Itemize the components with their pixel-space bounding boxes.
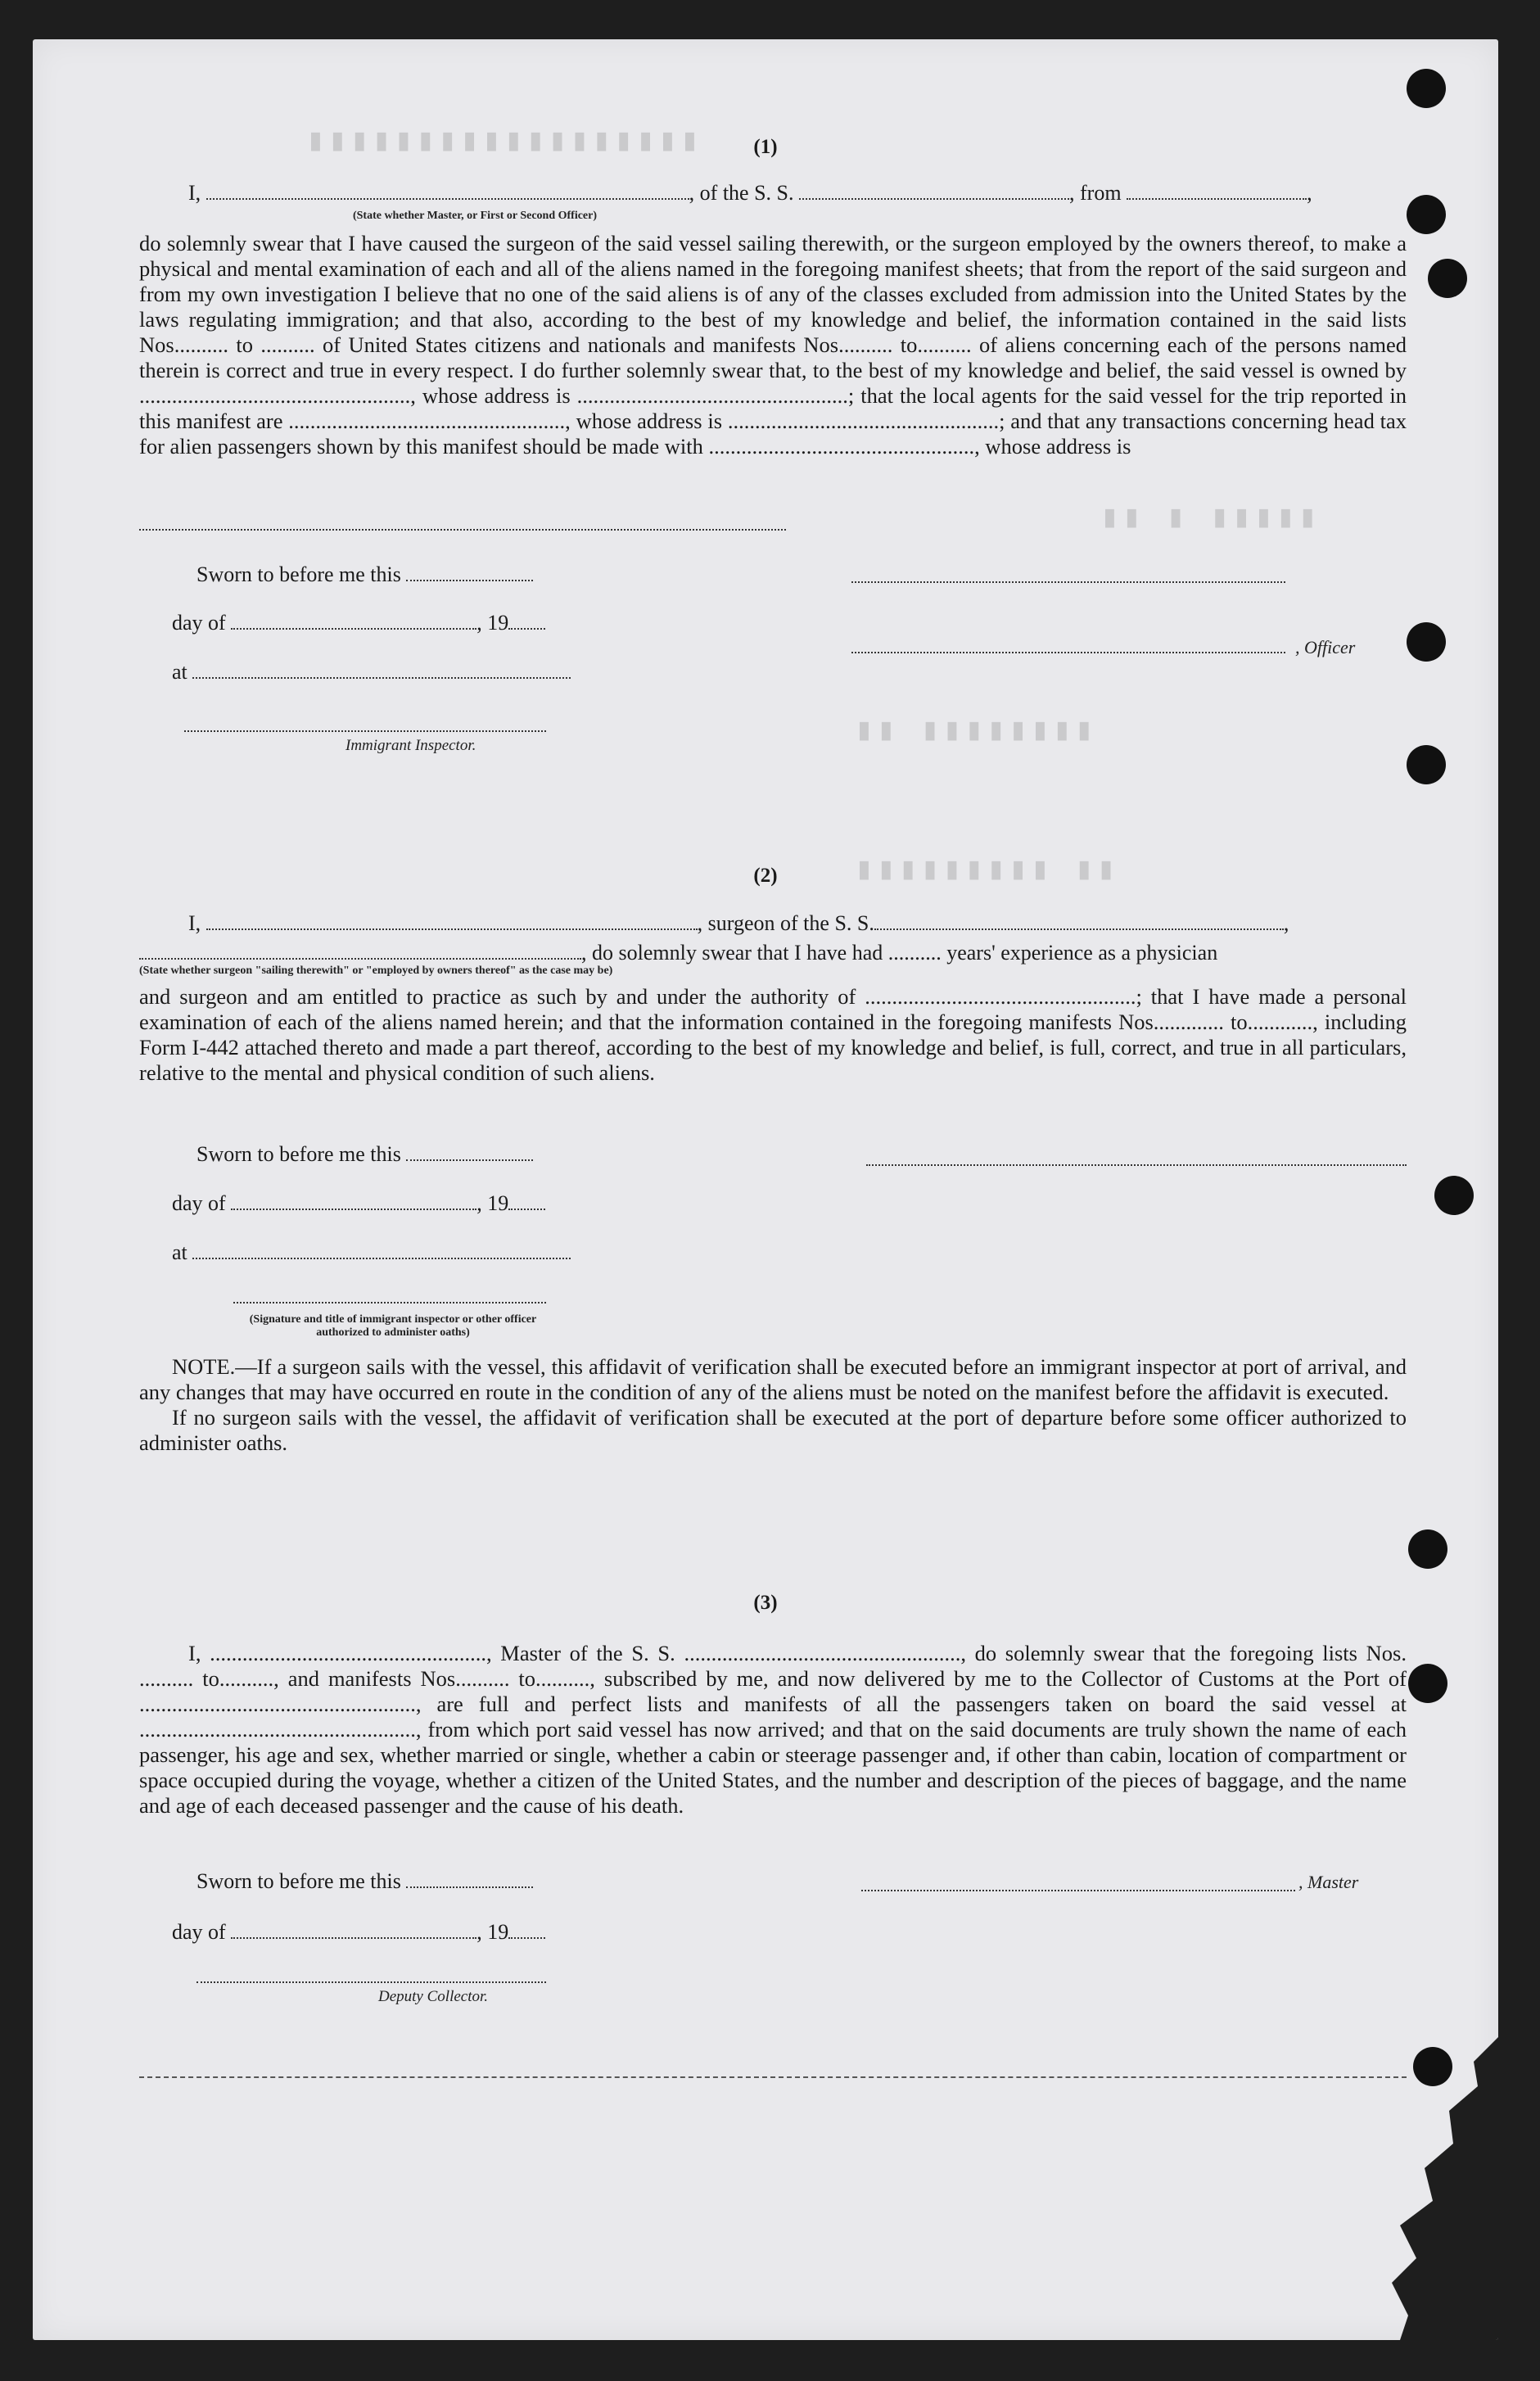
sworn-year-field[interactable] [508,610,545,630]
note-label: NOTE. [172,1354,236,1379]
section-1-extra-address-field[interactable] [139,527,786,531]
section-2-at-line: at [172,1240,571,1265]
surgeon-name-field[interactable] [206,910,698,930]
sworn-month-field[interactable] [231,1919,476,1939]
note-text-1: —If a surgeon sails with the vessel, this affidavit of verification shall be executed before an immigrant inspector at port of arrival, and any changes that may have occurred en route in the condition of any of the aliens must be noted on the manifest before the affidavit is executed. [139,1354,1407,1404]
section-1-first-line: I, , of the S. S. , from , [188,181,1312,205]
bleed-through-texture: ▮▮▮▮▮▮▮▮▮▮▮▮▮▮▮▮▮▮ [303,124,699,160]
sworn-month-field[interactable] [231,610,476,630]
note-text-2: If no surgeon sails with the vessel, the affidavit of verification shall be executed at the port of departure before some officer authorized to administer oaths. [139,1405,1407,1455]
sworn-year-field[interactable] [508,1919,545,1939]
section-1-day-line: day of , 19 [172,610,545,635]
section-2-note [139,1354,1407,1456]
master-name-field[interactable] [206,180,689,200]
officer-title-field[interactable] [851,650,1285,653]
vessel-name-field[interactable] [799,180,1069,200]
sworn-place-field[interactable] [192,1240,571,1259]
binder-hole [1408,1529,1447,1569]
section-1-sworn-line: Sworn to before me this [196,562,533,587]
section-3-body: I, ..................................................., Master of the S. S. ..................................................., do solemnly swear that the foregoing lists Nos. .......... to.........., and manifests Nos.......... to.........., subscribed by me, and now delivered by me to the Collector of Customs at the Port of ..................................................., are full and perfect lists and manifests of all the passengers taken on board the said vessel at ..................................................., from which port said vessel has now arrived; and that on the said documents are truly shown the name of each passenger, his age and sex, whether married or single, whether a cabin or steerage passenger and, if other than cabin, location of compartment or space occupied during the voyage, whether a citizen of the United States, and the number and description of the pieces of baggage, and the name and age of each deceased passenger and the cause of his death. [139,1641,1407,1818]
bleed-through-texture: ▮▮▮▮▮ ▮ ▮▮ [1097,501,1317,536]
bleed-through-texture: ▮▮ ▮▮▮▮▮▮▮▮▮ [851,853,1116,888]
sworn-place-field[interactable] [192,659,571,679]
section-1-body: do solemnly swear that I have caused the surgeon of the said vessel sailing therewith, or the surgeon employed by the owners thereof, to make a physical and mental examination of each and all of the aliens named in the foregoing manifest sheets; that from the report of the said surgeon and from my own investigation I believe that no one of the said aliens is of any of the classes excluded from admission into the United States by the laws regulating immigration; and that also, according to the best of my knowledge and belief, the information contained in the said lists Nos.......... to .......... of United States citizens and nationals and manifests Nos.......... to.......... of aliens concerning each of the persons named therein is correct and true in every respect. I do further solemnly swear that, to the best of my knowledge and belief, the said vessel is owned by .................................................., whose address is ..................................................; that the local agents for the said vessel for the trip reported in this manifest are ..................................................., whose address is ..................................................; and that any transactions concerning head tax for alien passengers shown by this manifest should be made with ................................................., whose address is [139,231,1407,459]
surgeon-signature-field[interactable] [866,1163,1407,1166]
surgeon-status-field[interactable] [139,940,581,960]
section-3-day-line: day of , 19 [172,1919,545,1945]
section-2-number: (2) [753,865,778,887]
deputy-collector-signature-field[interactable] [196,1980,546,1983]
surgeon-vessel-field[interactable] [874,910,1284,930]
surgeon-status-caption: (State whether surgeon "sailing therewith" or "employed by owners thereof" as the case may be) [139,965,613,977]
administering-officer-signature-field[interactable] [233,1300,546,1303]
binder-hole [1434,1176,1474,1215]
section-2-first-line: I, , surgeon of the S. S. , [188,911,1289,935]
binder-hole [1407,622,1446,662]
section-1-at-line: at [172,659,571,684]
sworn-month-field[interactable] [231,1190,476,1210]
officer-signature-field[interactable] [851,580,1285,583]
section-2-second-line: , do solemnly swear that I have had .......... years' experience as a physician [139,940,1217,965]
section-1-number: (1) [753,136,778,158]
sworn-day-field[interactable] [406,1868,533,1888]
binder-hole [1408,1664,1447,1703]
inspector-signature-field[interactable] [184,729,546,732]
binder-hole [1407,745,1446,784]
binder-hole [1428,259,1467,298]
binder-hole [1407,195,1446,234]
section-3-number: (3) [753,1592,778,1614]
immigrant-inspector-caption: Immigrant Inspector. [345,737,476,754]
sworn-day-field[interactable] [406,562,533,581]
manifest-back-page [33,39,1498,2340]
section-2-sworn-line: Sworn to before me this [196,1141,533,1167]
officer-caption: , Officer [1295,637,1356,657]
sworn-year-field[interactable] [508,1190,545,1210]
bleed-through-texture: ▮▮▮▮▮▮▮▮ ▮▮ [851,714,1094,749]
bottom-divider [139,2076,1407,2078]
master-signature-field[interactable] [861,1888,1295,1891]
section-3-sworn-line: Sworn to before me this [196,1868,533,1894]
departure-port-field[interactable] [1127,180,1307,200]
officer-rank-caption: (State whether Master, or First or Second Officer) [352,210,598,222]
binder-hole [1407,69,1446,108]
sworn-day-field[interactable] [406,1141,533,1161]
administering-officer-caption: (Signature and title of immigrant inspector or other officer authorized to administer oaths) [249,1313,537,1339]
section-2-day-line: day of , 19 [172,1190,545,1216]
torn-corner [1310,2037,1498,2340]
deputy-collector-caption: Deputy Collector. [378,1988,489,2005]
master-caption: , Master [1298,1872,1359,1892]
section-2-body: and surgeon and am entitled to practice as such by and under the authority of ..................................................; that I have made a personal examination of each of the aliens named herein; and that the information contained in the foregoing manifests Nos............. to............, including Form I-442 attached thereto and made a part thereof, according to the best of my knowledge and belief, is full, correct, and true in all particulars, relative to the mental and physical condition of such aliens. [139,984,1407,1085]
